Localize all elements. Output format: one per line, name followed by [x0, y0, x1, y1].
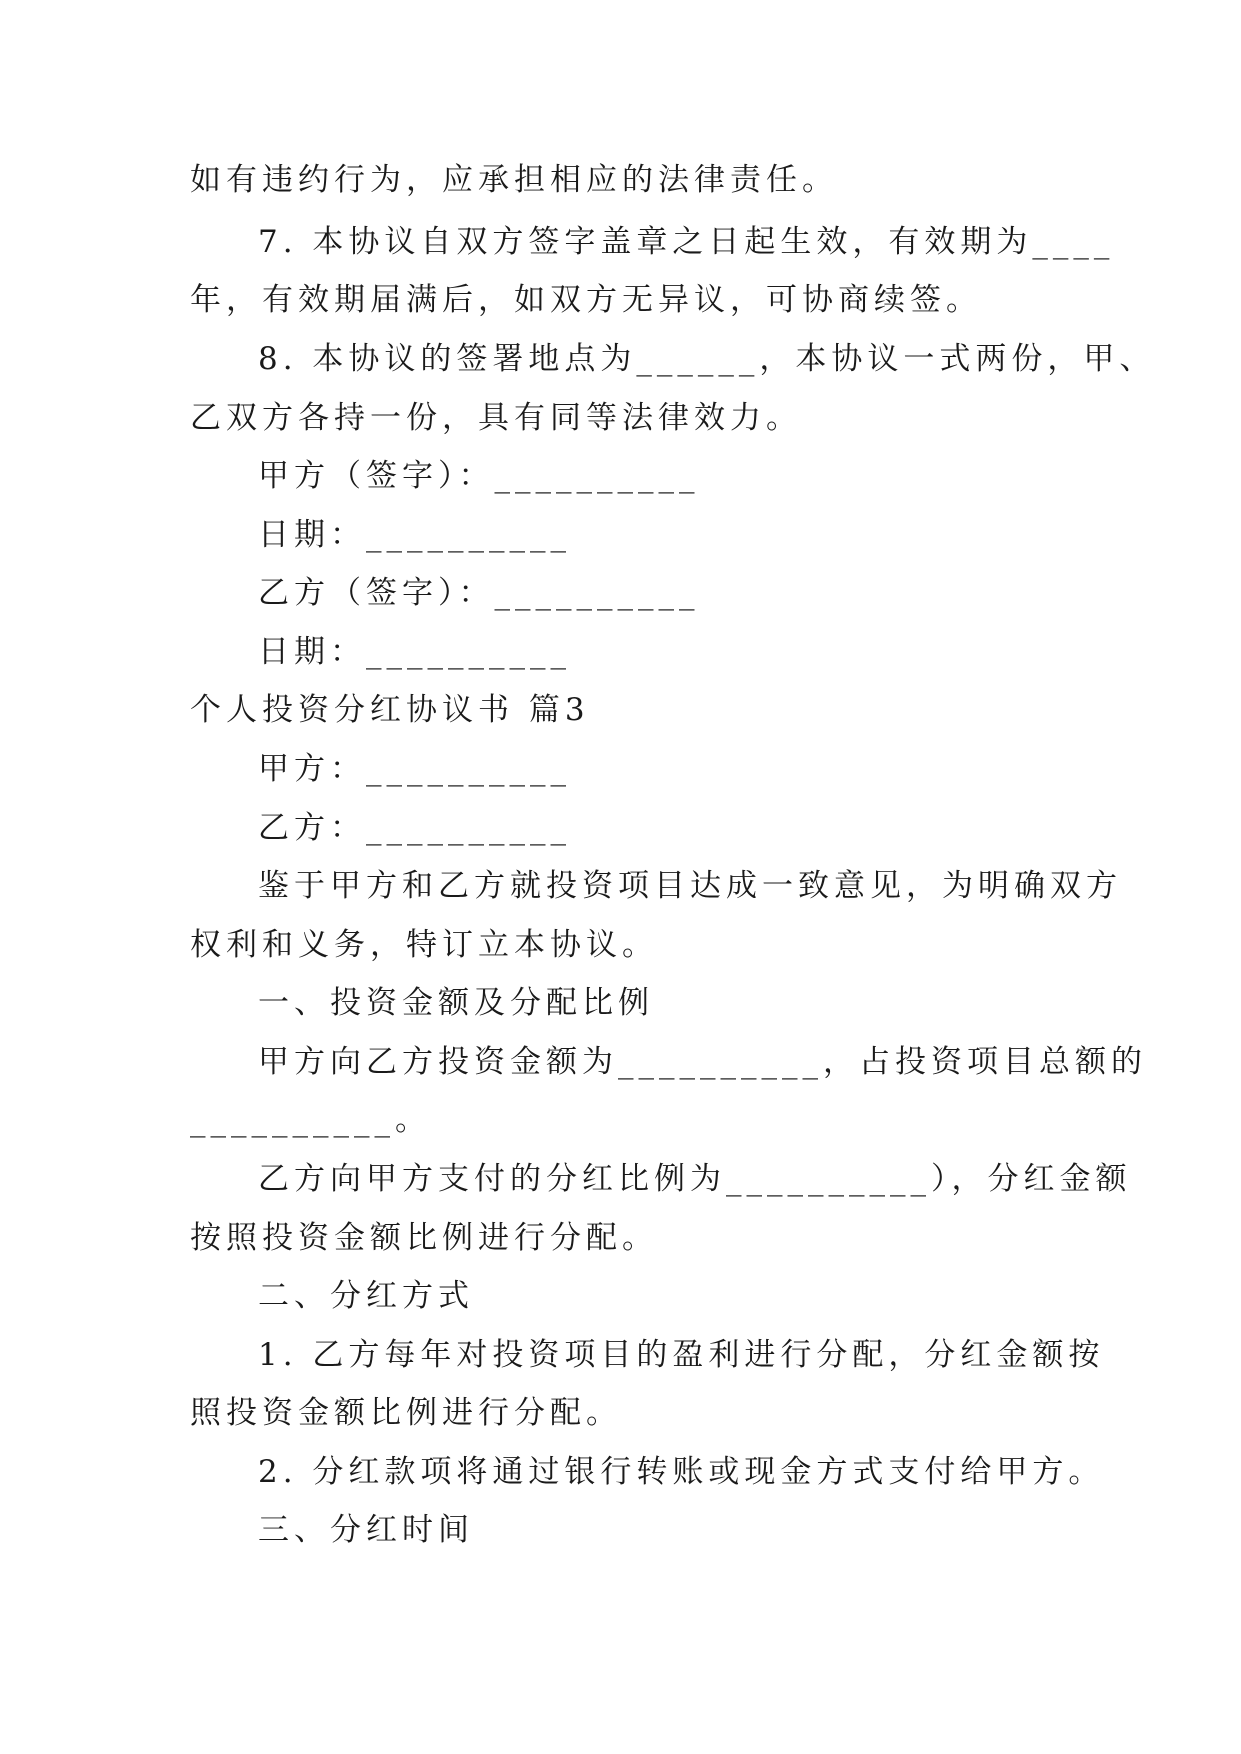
text-line: 年，有效期届满后，如双方无异议，可协商续签。	[190, 282, 982, 318]
text-line: 照投资金额比例进行分配。	[190, 1395, 622, 1431]
text-line: 甲方向乙方投资金额为__________，占投资项目总额的	[258, 1044, 1147, 1080]
text-line: 权利和义务，特订立本协议。	[190, 927, 658, 963]
section-title: 个人投资分红协议书 篇3	[190, 692, 590, 728]
text-line: 按照投资金额比例进行分配。	[190, 1220, 658, 1256]
signature-line-party-a: 甲方（签字）：__________	[258, 458, 700, 494]
section-heading: 一、投资金额及分配比例	[258, 985, 654, 1021]
text-line: 如有违约行为，应承担相应的法律责任。	[190, 162, 838, 198]
party-b-line: 乙方：__________	[258, 810, 571, 846]
date-line: 日期：__________	[258, 517, 571, 553]
text-line: 2. 分红款项将通过银行转账或现金方式支付给甲方。	[258, 1454, 1105, 1490]
text-line: 乙双方各持一份，具有同等法律效力。	[190, 400, 802, 436]
text-line: 乙方向甲方支付的分红比例为__________），分红金额	[258, 1161, 1132, 1197]
text-line: 鉴于甲方和乙方就投资项目达成一致意见，为明确双方	[258, 868, 1122, 904]
text-line: 1. 乙方每年对投资项目的盈利进行分配，分红金额按	[258, 1337, 1105, 1373]
text-line: 8. 本协议的签署地点为______，本协议一式两份，甲、	[258, 341, 1156, 377]
section-heading: 三、分红时间	[258, 1512, 474, 1548]
signature-line-party-b: 乙方（签字）：__________	[258, 575, 700, 611]
party-a-line: 甲方：__________	[258, 751, 571, 787]
date-line: 日期：__________	[258, 634, 571, 670]
text-line: 7. 本协议自双方签字盖章之日起生效，有效期为____	[258, 224, 1115, 260]
text-line: __________。	[190, 1102, 431, 1138]
section-heading: 二、分红方式	[258, 1278, 474, 1314]
